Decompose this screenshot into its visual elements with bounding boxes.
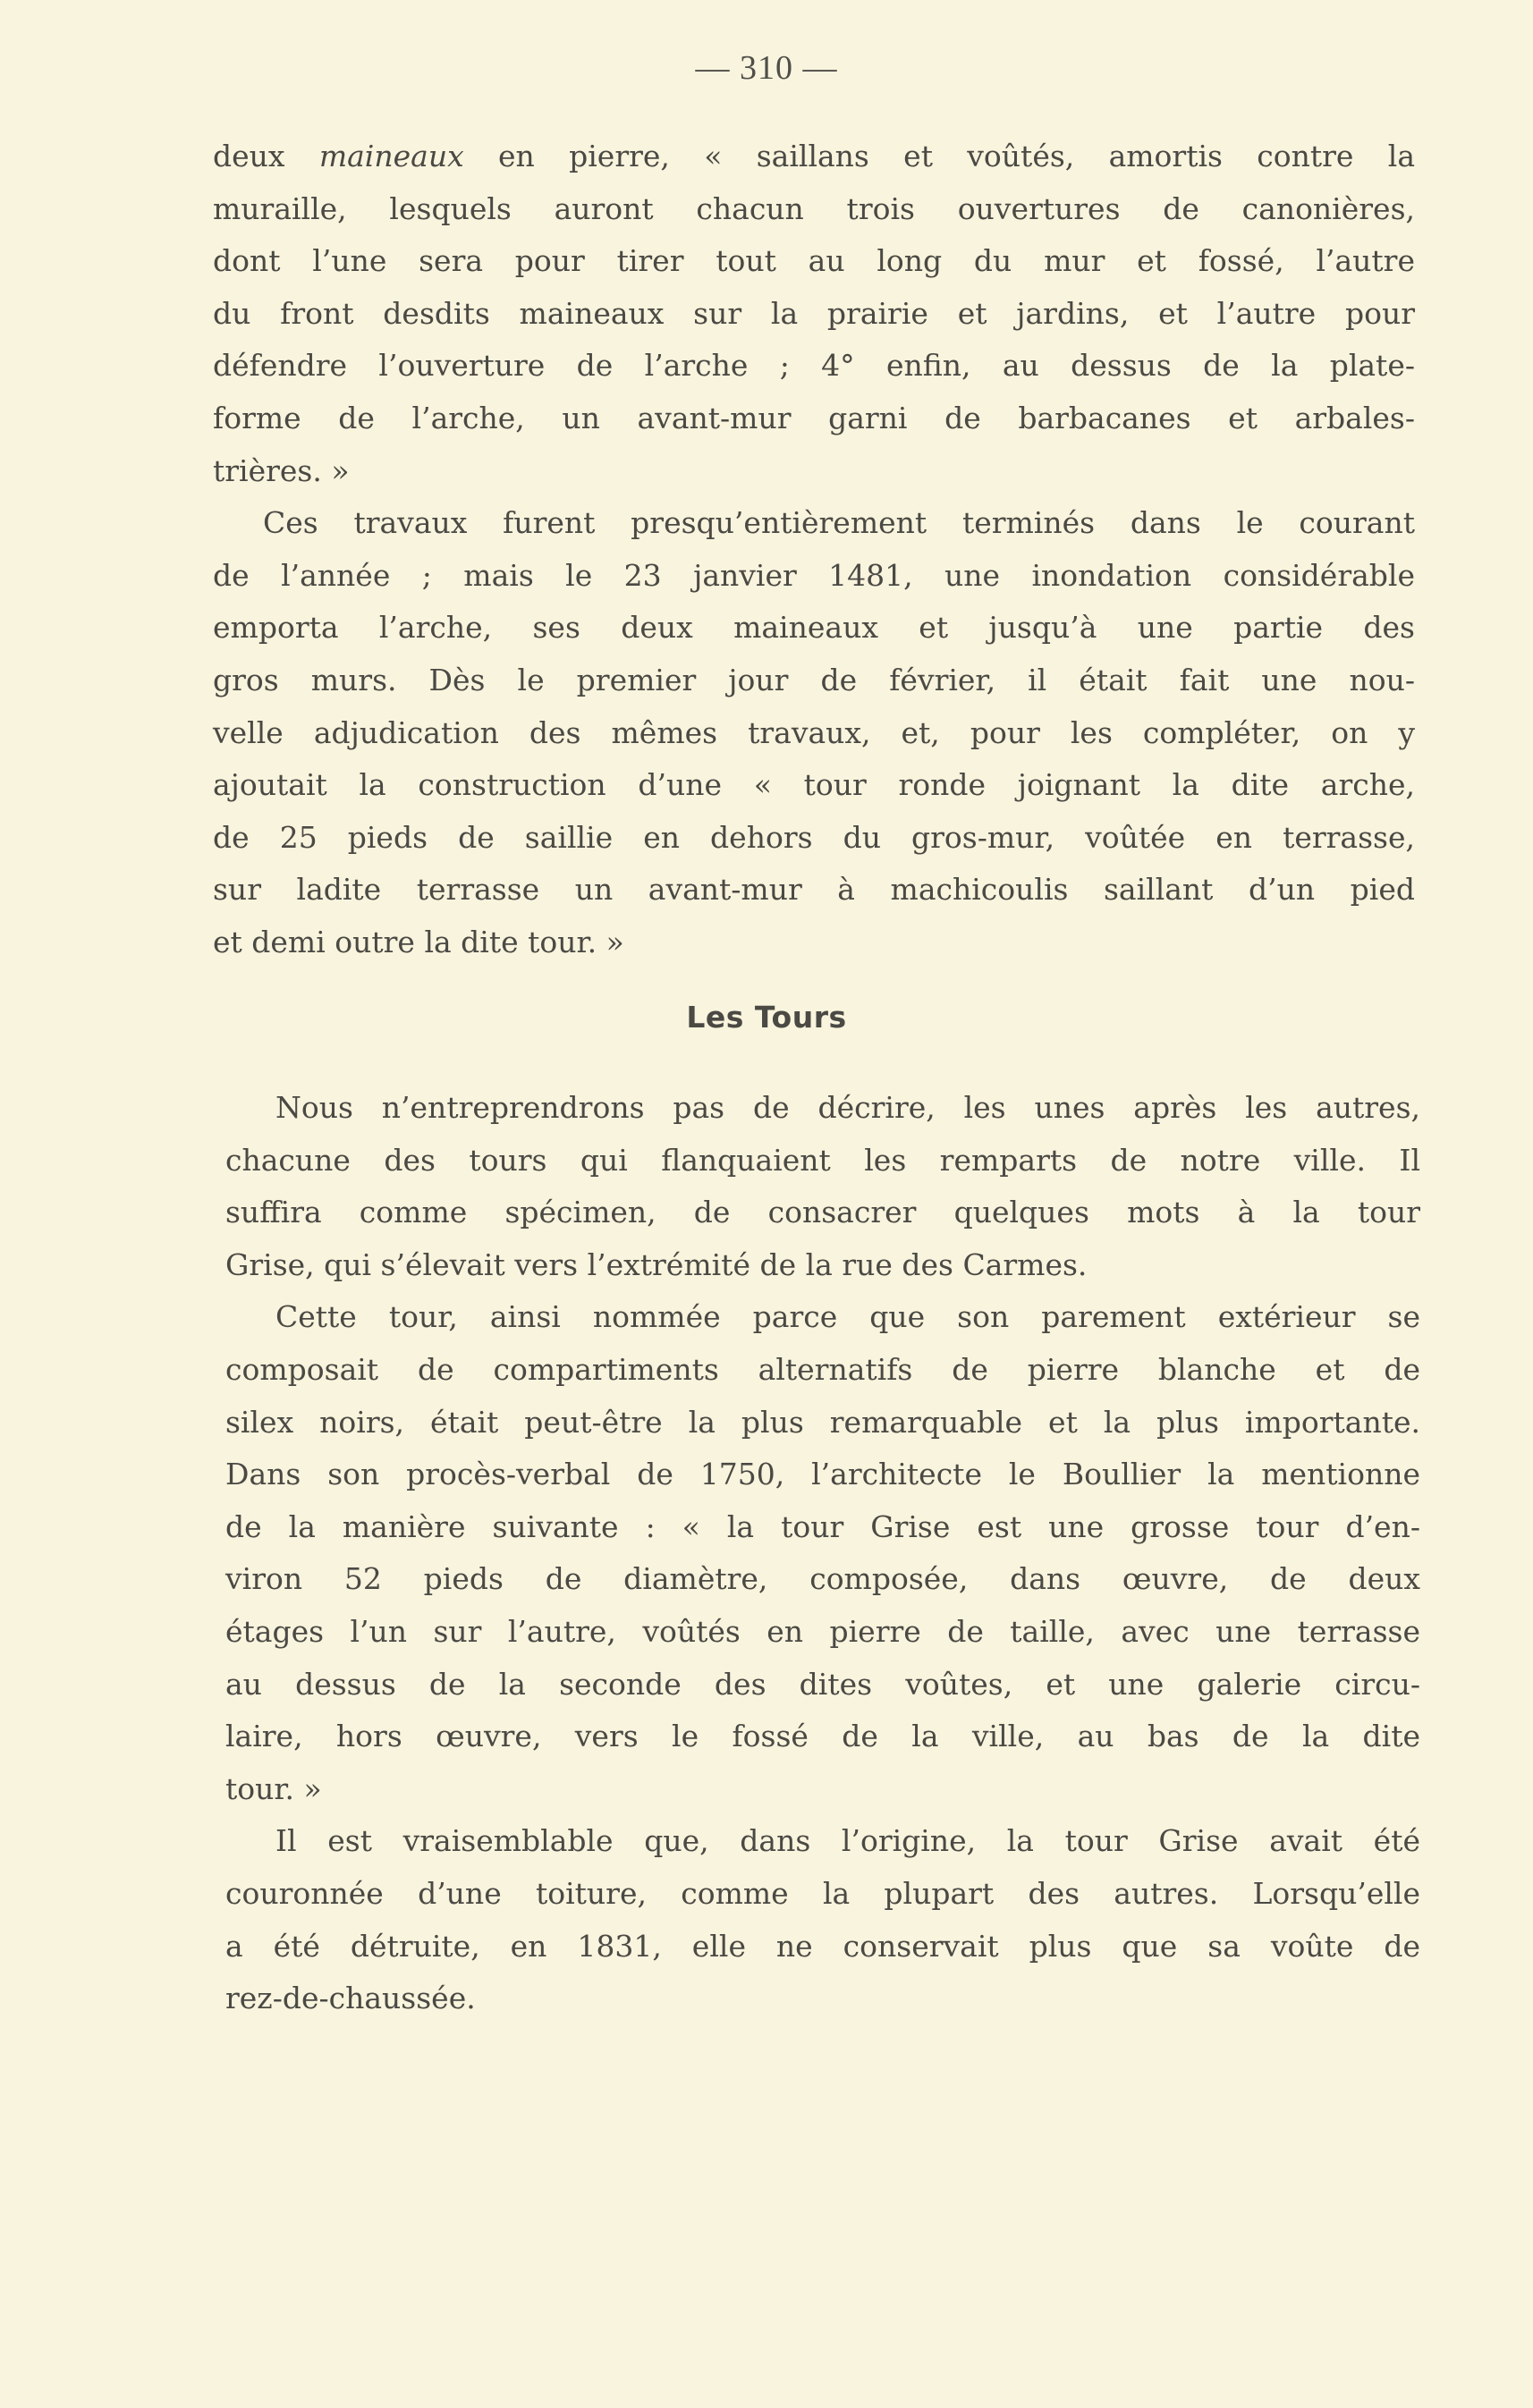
text-line: étages l’un sur l’autre, voûtés en pierre de taille, avec une terrasse — [225, 1613, 1420, 1649]
text-line: muraille, lesquels auront chacun trois ouvertures de canonières, — [213, 190, 1415, 226]
paragraph-start-line: Il est vraisemblable que, dans l’origine, la tour Grise avait été — [275, 1823, 1420, 1859]
text-line: a été détruite, en 1831, elle ne conservait plus que sa voûte de — [225, 1928, 1420, 1964]
text-line — [213, 131, 1415, 183]
text-span: deux — [213, 139, 319, 173]
text-line: ajoutait la construction d’une « tour ronde joignant la dite arche, — [213, 767, 1415, 803]
text-line: gros murs. Dès le premier jour de février, il était fait une nou- — [213, 662, 1415, 697]
text-line: trières. » — [213, 452, 350, 488]
text-line: chacune des tours qui flanquaient les remparts de notre ville. Il — [225, 1142, 1420, 1178]
text-line: couronnée d’une toiture, comme la plupart des autres. Lorsqu’elle — [225, 1875, 1420, 1911]
text-line: Dans son procès-verbal de 1750, l’architecte le Boullier la mentionne — [225, 1457, 1420, 1492]
text-line: rez-de-chaussée. — [225, 1981, 476, 2016]
text-line: sur ladite terrasse un avant-mur à machicoulis saillant d’un pied — [213, 872, 1415, 908]
paragraph-start-line: Cette tour, ainsi nommée parce que son parement extérieur se — [275, 1299, 1420, 1335]
text-line: du front desdits maineaux sur la prairie et jardins, et l’autre pour — [213, 295, 1415, 331]
paragraph-start-line: Nous n’entreprendrons pas de décrire, les unes après les autres, — [275, 1090, 1420, 1125]
text-line: laire, hors œuvre, vers le fossé de la ville, au bas de la dite — [225, 1719, 1420, 1754]
text-line: au dessus de la seconde des dites voûtes, et une galerie circu- — [225, 1666, 1420, 1702]
text-line: de l’année ; mais le 23 janvier 1481, une inondation considérable — [213, 557, 1415, 593]
text-line: de la manière suivante : « la tour Grise est une grosse tour d’en- — [225, 1508, 1420, 1544]
text-line: composait de compartiments alternatifs de pierre blanche et de — [225, 1351, 1420, 1387]
text-line: et demi outre la dite tour. » — [213, 924, 624, 959]
paragraph-start-line: Ces travaux furent presqu’entièrement terminés dans le courant — [263, 505, 1415, 541]
section-heading: Les Tours — [686, 1000, 847, 1035]
page-number: — 310 — — [695, 49, 838, 87]
text-line: emporta l’arche, ses deux maineaux et jusqu’à une partie des — [213, 610, 1415, 646]
text-line: dont l’une sera pour tirer tout au long du mur et fossé, l’autre — [213, 243, 1415, 279]
text-line: défendre l’ouverture de l’arche ; 4° enfin, au dessus de la plate- — [213, 348, 1415, 384]
text-line: Grise, qui s’élevait vers l’extrémité de la rue des Carmes. — [225, 1246, 1088, 1282]
text-block-towers — [225, 1082, 1420, 2025]
text-line: velle adjudication des mêmes travaux, et, pour les compléter, on y — [213, 714, 1415, 750]
text-line: suffira comme spécimen, de consacrer quelques mots à la tour — [225, 1195, 1420, 1230]
text-line: forme de l’arche, un avant-mur garni de barbacanes et arbales- — [213, 400, 1415, 435]
text-block-ramparts — [213, 131, 1415, 969]
text-line: silex noirs, était peut-être la plus remarquable et la plus importante. — [225, 1404, 1420, 1440]
text-span: en pierre, « saillans et voûtés, amortis contre la — [463, 139, 1415, 173]
text-line: de 25 pieds de saillie en dehors du gros-mur, voûtée en terrasse, — [213, 819, 1415, 855]
text-line: tour. » — [225, 1770, 322, 1806]
italic-term: maineaux — [318, 139, 464, 173]
text-line: viron 52 pieds de diamètre, composée, dans œuvre, de deux — [225, 1561, 1420, 1597]
